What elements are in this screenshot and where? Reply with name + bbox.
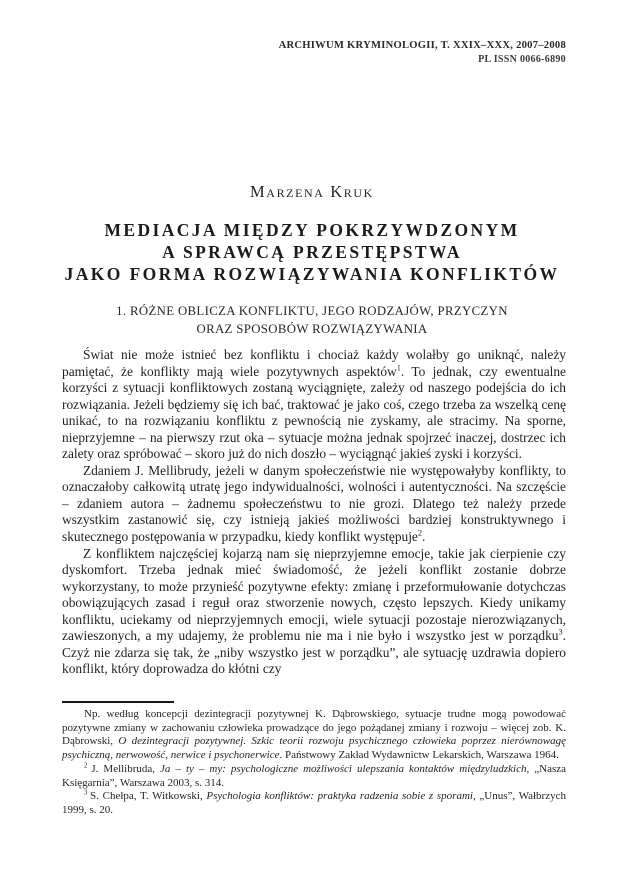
text-segment: Zdaniem J. Mellibrudy, jeżeli w danym społeczeństwie nie występowałyby konflikty, to oznaczałoby całkowitą utratę jego indywidualności, wolności i autentyczności. Na szczęście – zdaniem autora – żadnemu społeczeństwu to nie grozi. Dlatego też należy przede wszystkim zastanowić się, czy istnieją jakieś możliwości bardziej konstruktywnego i skutecznego postępowania w przypadku, kiedy konflikt występuje — [62, 462, 566, 545]
journal-issn-line: PL ISSN 0066-6890 — [478, 54, 566, 65]
article-title-line-1: MEDIACJA MIĘDZY POKRZYWDZONYM — [104, 220, 520, 240]
footnote-reference: 2 — [417, 528, 423, 538]
text-segment: J. Mellibruda, — [91, 762, 161, 775]
article-title-line-2: A SPRAWCĄ PRZESTĘPSTWA — [162, 242, 462, 262]
footnote-marker: 2 — [84, 762, 92, 770]
footnote — [62, 790, 566, 817]
footnote-separator-rule — [62, 701, 174, 703]
section-heading — [0, 302, 624, 338]
text-segment: Z konfliktem najczęściej kojarzą nam się nieprzyjemne emocje, takie jak cierpienie czy dyskomfort. Trzeba jednak mieć świadomość, że jeżeli konflikt zostanie dobrze wykorzystany, to może przynieść pozytywne efekty: zmianę i przeformułowanie dotychczas obowiązujących zasad i reguł oraz stworzenie nowych, często lepszych. Kiedy unikamy konfliktu, uciekamy od nieprzyjemnych emocji, wiele sytuacji pozostaje nierozwiązanych, zawieszonych, a my udajemy, że problemu nie ma i nie było i wszystko jest w porządku — [62, 545, 566, 644]
cited-work-title: Psychologia konfliktów: praktyka radzenia sobie z sporami — [206, 790, 473, 803]
text-segment: , „Nasza Księgarnia”, Warszawa 2003, s. 314. — [62, 762, 566, 789]
footnote-reference: 3 — [558, 627, 563, 637]
text-segment: Świat nie może istnieć bez konfliktu i chociaż każdy wolałby go uniknąć, należy pamiętać, że konflikty mają wiele pozytywnych aspektów — [62, 347, 566, 379]
cited-work-title: O dezintegracji pozytywnej. Szkic teorii rozwoju psychicznego człowieka poprzez nierównowagę psychiczną, nerwowość, nerwice i psychonerwice — [62, 735, 566, 762]
text-segment: . To jednak, czy ewentualne korzyści z sytuacji konfliktowych zostaną wyciągnięte, zależy od naszego podejścia do ich rozwiązania. Jeżeli będziemy się ich bać, traktować je jako coś, czego trzeba za wszelką cenę unikać, to na rozwiązaniu konfliktu z pewnością nie zyskamy, ale stracimy. Na sporne, nieprzyjemne – na pierwszy rzut oka – sytuacje można jednak spojrzeć inaczej, dostrzec ich zalety oraz spróbować – skoro już do nich doszło – wyciągnąć jakieś zyski i korzyści. — [62, 363, 567, 462]
article-body — [62, 347, 566, 678]
journal-title-line: ARCHIWUM KRYMINOLOGII, T. XXIX–XXX, 2007–2008 — [278, 40, 566, 51]
cited-work-title: Ja – ty – my: psychologiczne możliwości ulepszania kontaktów międzyludzkich — [160, 762, 527, 775]
footnote-reference: 1 — [396, 363, 401, 373]
journal-header — [279, 38, 566, 67]
footnotes-block — [62, 708, 566, 818]
body-paragraph — [62, 347, 566, 463]
text-segment: S. Chełpa, T. Witkowski, — [90, 790, 207, 803]
article-title-line-3: JAKO FORMA ROZWIĄZYWANIA KONFLIKTÓW — [64, 264, 560, 284]
footnote-marker: 3 — [84, 789, 91, 797]
body-paragraph — [62, 463, 566, 546]
article-title — [0, 219, 624, 285]
text-segment: Np. według koncepcji dezintegracji pozytywnej K. Dąbrowskiego, sytuacje trudne mogą powodować pozytywne zmiany w zachowaniu człowieka prowadzące do jego pożądanej zmiany i rozwoju – więcej zob. K. Dąbrowski, — [62, 708, 566, 748]
section-heading-line-2: ORAZ SPOSOBÓW ROZWIĄZYWANIA — [196, 322, 428, 336]
footnote — [62, 708, 566, 763]
text-segment: . Państwowy Zakład Wydawnictw Lekarskich, Warszawa 1964. — [279, 749, 559, 762]
text-segment: . Czyż nie zdarza się tak, że „niby wszystko jest w porządku”, ale sytuację uzdrawia dopiero konflikt, który doprowadza do kłótni czy — [62, 628, 566, 677]
footnote — [62, 763, 566, 790]
text-segment: , „Unus”, Wałbrzych 1999, s. 20. — [62, 790, 566, 816]
author-name: Marzena Kruk — [250, 182, 374, 201]
section-heading-line-1: 1. RÓŻNE OBLICZA KONFLIKTU, JEGO RODZAJÓW, PRZYCZYN — [116, 304, 508, 318]
body-paragraph — [62, 546, 566, 678]
text-segment: . — [422, 529, 426, 545]
